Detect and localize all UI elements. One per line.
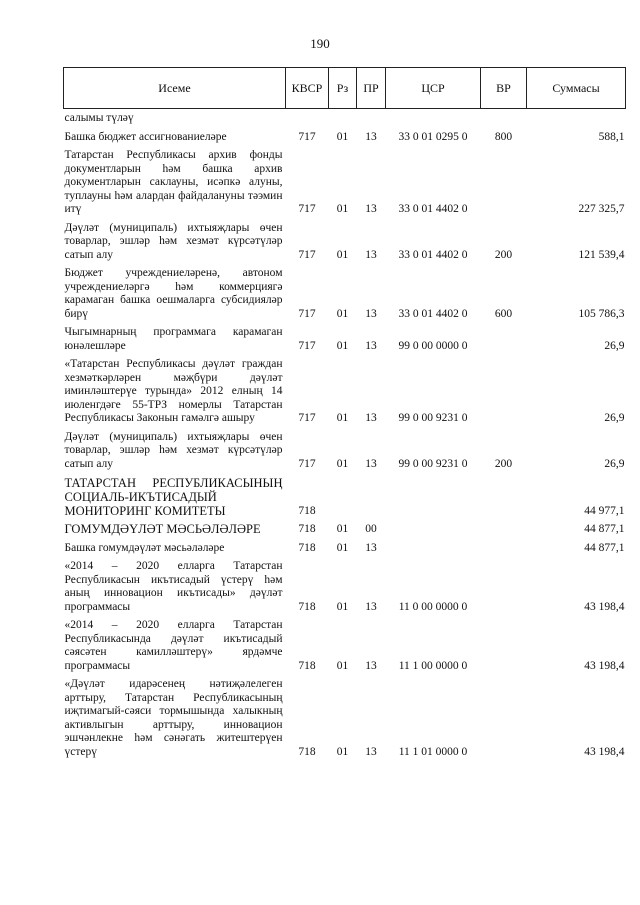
row-csr: 11 1 01 0000 0 (398, 745, 468, 758)
page-number: 190 (310, 36, 330, 51)
row-rz: 01 (336, 130, 349, 143)
row-name: «2014 – 2020 елларга Татарстан Республикасында дәүләт икътисадый сәясәтен камилләштерү» ярдәмче программасы (64, 619, 283, 672)
row-rz: 01 (336, 523, 349, 535)
row-rz: 01 (336, 307, 349, 320)
row-rz: 01 (336, 457, 349, 470)
row-csr: 11 0 00 0000 0 (398, 600, 468, 613)
row-pr: 13 (365, 457, 377, 470)
table-row (64, 144, 626, 217)
row-name: «2014 – 2020 елларга Татарстан Республикасын икътисадый үстерү һәм аның инновацион икътисады» дәүләт программасы (64, 560, 283, 613)
row-pr: 13 (365, 307, 377, 320)
table-row (64, 537, 626, 556)
row-sum: 26,9 (604, 339, 625, 352)
row-name: Башка гомумдәүләт мәсьәләләре (64, 541, 225, 554)
table-row (64, 321, 626, 353)
row-csr (386, 518, 481, 537)
table-header-row (64, 68, 626, 109)
row-pr: 13 (365, 412, 377, 424)
row-sum: 44 877,1 (584, 523, 625, 535)
table-row (64, 471, 626, 518)
row-sum: 26,9 (604, 457, 625, 470)
row-name: «Татарстан Республикасы дәүләт граждан хезмәткәрләрен мәҗбүри дәүләт иминләштерүе турында» 2012 елның 14 июленгдәге 55-ТРЗ номерлы Татарстан Республикасы Законын гамәлгә ашыру (64, 358, 283, 424)
row-name: Дәүләт (муниципаль) ихтыяҗлары өчен товарлар, эшләр һәм хезмәт күрсәтүләр сатып алу (64, 221, 283, 261)
row-kvsr: 717 (298, 248, 316, 261)
row-name: Чыгымнарның программага карамаган юнәлешләре (64, 326, 283, 352)
row-vr (481, 109, 527, 126)
row-rz (329, 471, 357, 518)
row-sum: 105 786,3 (578, 307, 625, 320)
row-csr: 99 0 00 0000 0 (398, 339, 468, 352)
row-kvsr: 718 (298, 504, 316, 517)
row-kvsr: 718 (298, 600, 316, 613)
row-name: ГОМУМДӘҮЛӘТ МӘСЬӘЛӘЛӘРЕ (64, 522, 261, 536)
row-sum: 44 977,1 (584, 504, 625, 517)
header-kvsr: КВСР (286, 68, 329, 109)
row-sum: 227 325,7 (578, 203, 625, 215)
row-sum: 588,1 (598, 130, 625, 143)
table-row (64, 109, 626, 126)
header-sum: Суммасы (527, 68, 626, 109)
row-kvsr: 717 (298, 339, 316, 352)
row-csr (386, 471, 481, 518)
row-rz: 01 (336, 659, 349, 672)
table-row (64, 555, 626, 614)
row-vr (481, 673, 527, 759)
row-rz: 01 (336, 248, 349, 261)
row-pr: 13 (365, 659, 377, 672)
table-row (64, 426, 626, 472)
row-sum: 44 877,1 (584, 541, 625, 554)
row-name: Татарстан Республикасы архив фонды документларын һәм башка архив документларын саклауны, исәпкә алуны, туплауны һәм алардан файдалануны тәэмин итү (64, 149, 283, 215)
row-csr: 33 0 01 4402 0 (398, 203, 468, 215)
row-kvsr: 718 (298, 659, 316, 672)
row-pr (357, 109, 386, 126)
row-name: Бюджет учреждениеләренә, автоном учреждениеләргә һәм коммерциягә карамаган башка оешмаларга субсидияләр бирү (64, 267, 283, 320)
table-row (64, 673, 626, 759)
row-csr: 33 0 01 4402 0 (398, 307, 468, 320)
table-row (64, 262, 626, 321)
header-rz: Рз (329, 68, 357, 109)
row-kvsr: 717 (298, 307, 316, 320)
row-csr: 99 0 00 9231 0 (398, 457, 468, 470)
table-row (64, 353, 626, 426)
budget-table-container (63, 67, 625, 759)
row-name: салымы түләү (64, 112, 134, 124)
row-pr: 13 (365, 248, 377, 261)
row-kvsr: 717 (298, 457, 316, 470)
row-csr: 33 0 01 4402 0 (398, 248, 468, 261)
row-vr (481, 555, 527, 614)
row-sum: 43 198,4 (584, 600, 625, 613)
header-name: Исеме (64, 68, 286, 109)
row-pr (357, 471, 386, 518)
header-csr: ЦСР (386, 68, 481, 109)
row-vr (481, 321, 527, 353)
row-sum: 121 539,4 (578, 248, 625, 261)
table-row (64, 518, 626, 537)
budget-table (63, 67, 626, 759)
table-row (64, 217, 626, 263)
row-pr: 13 (365, 745, 377, 758)
row-vr (481, 471, 527, 518)
row-pr: 13 (365, 600, 377, 613)
row-csr (386, 109, 481, 126)
row-rz: 01 (336, 412, 349, 424)
row-rz: 01 (336, 541, 349, 554)
row-sum: 26,9 (604, 412, 625, 424)
table-row (64, 126, 626, 145)
row-name: «Дәүләт идарәсенең нәтиҗәлелеген арттыру, Татарстан Республикасының иҗтимагый-сәяси тормышында халыкның активлыгын арттыру, инновацион эшчәнлекне һәм сәнәгать житештерүен үстерү (64, 678, 283, 758)
row-pr: 13 (365, 541, 377, 554)
row-kvsr: 717 (298, 203, 316, 215)
row-rz (329, 109, 357, 126)
row-rz: 01 (336, 745, 349, 758)
row-name: Дәүләт (муниципаль) ихтыяҗлары өчен товарлар, эшләр һәм хезмәт күрсәтүләр сатып алу (64, 430, 283, 470)
row-rz: 01 (336, 600, 349, 613)
table-row (64, 614, 626, 673)
row-rz: 01 (336, 339, 349, 352)
row-sum: 43 198,4 (584, 745, 625, 758)
row-rz: 01 (336, 203, 349, 215)
header-pr: ПР (357, 68, 386, 109)
header-vr: ВР (481, 68, 527, 109)
row-kvsr: 718 (298, 523, 316, 535)
row-kvsr: 718 (298, 745, 316, 758)
row-csr: 11 1 00 0000 0 (398, 659, 468, 672)
row-kvsr: 718 (298, 541, 316, 554)
row-kvsr: 717 (298, 130, 316, 143)
row-vr (481, 353, 527, 426)
row-csr (386, 537, 481, 556)
row-csr: 33 0 01 0295 0 (398, 130, 468, 143)
row-kvsr: 717 (298, 412, 316, 424)
row-pr: 13 (365, 339, 377, 352)
row-pr: 00 (365, 523, 377, 535)
row-csr: 99 0 00 9231 0 (398, 412, 468, 424)
row-vr: 200 (494, 248, 513, 261)
row-name: ТАТАРСТАН РЕСПУБЛИКАСЫНЫҢ СОЦИАЛЬ-ИКЪТИСАДЫЙ МОНИТОРИНГ КОМИТЕТЫ (64, 476, 283, 518)
row-vr (481, 614, 527, 673)
row-sum: 43 198,4 (584, 659, 625, 672)
row-vr (481, 144, 527, 217)
row-vr: 200 (494, 457, 513, 470)
row-pr: 13 (365, 130, 377, 143)
row-kvsr (286, 109, 329, 126)
row-name: Башка бюджет ассигнованиеләре (64, 130, 227, 143)
row-vr: 600 (494, 307, 513, 320)
table-body (64, 109, 626, 760)
row-pr: 13 (365, 203, 377, 215)
row-vr (481, 518, 527, 537)
row-vr (481, 537, 527, 556)
row-sum (527, 109, 626, 126)
row-vr: 800 (494, 130, 513, 143)
